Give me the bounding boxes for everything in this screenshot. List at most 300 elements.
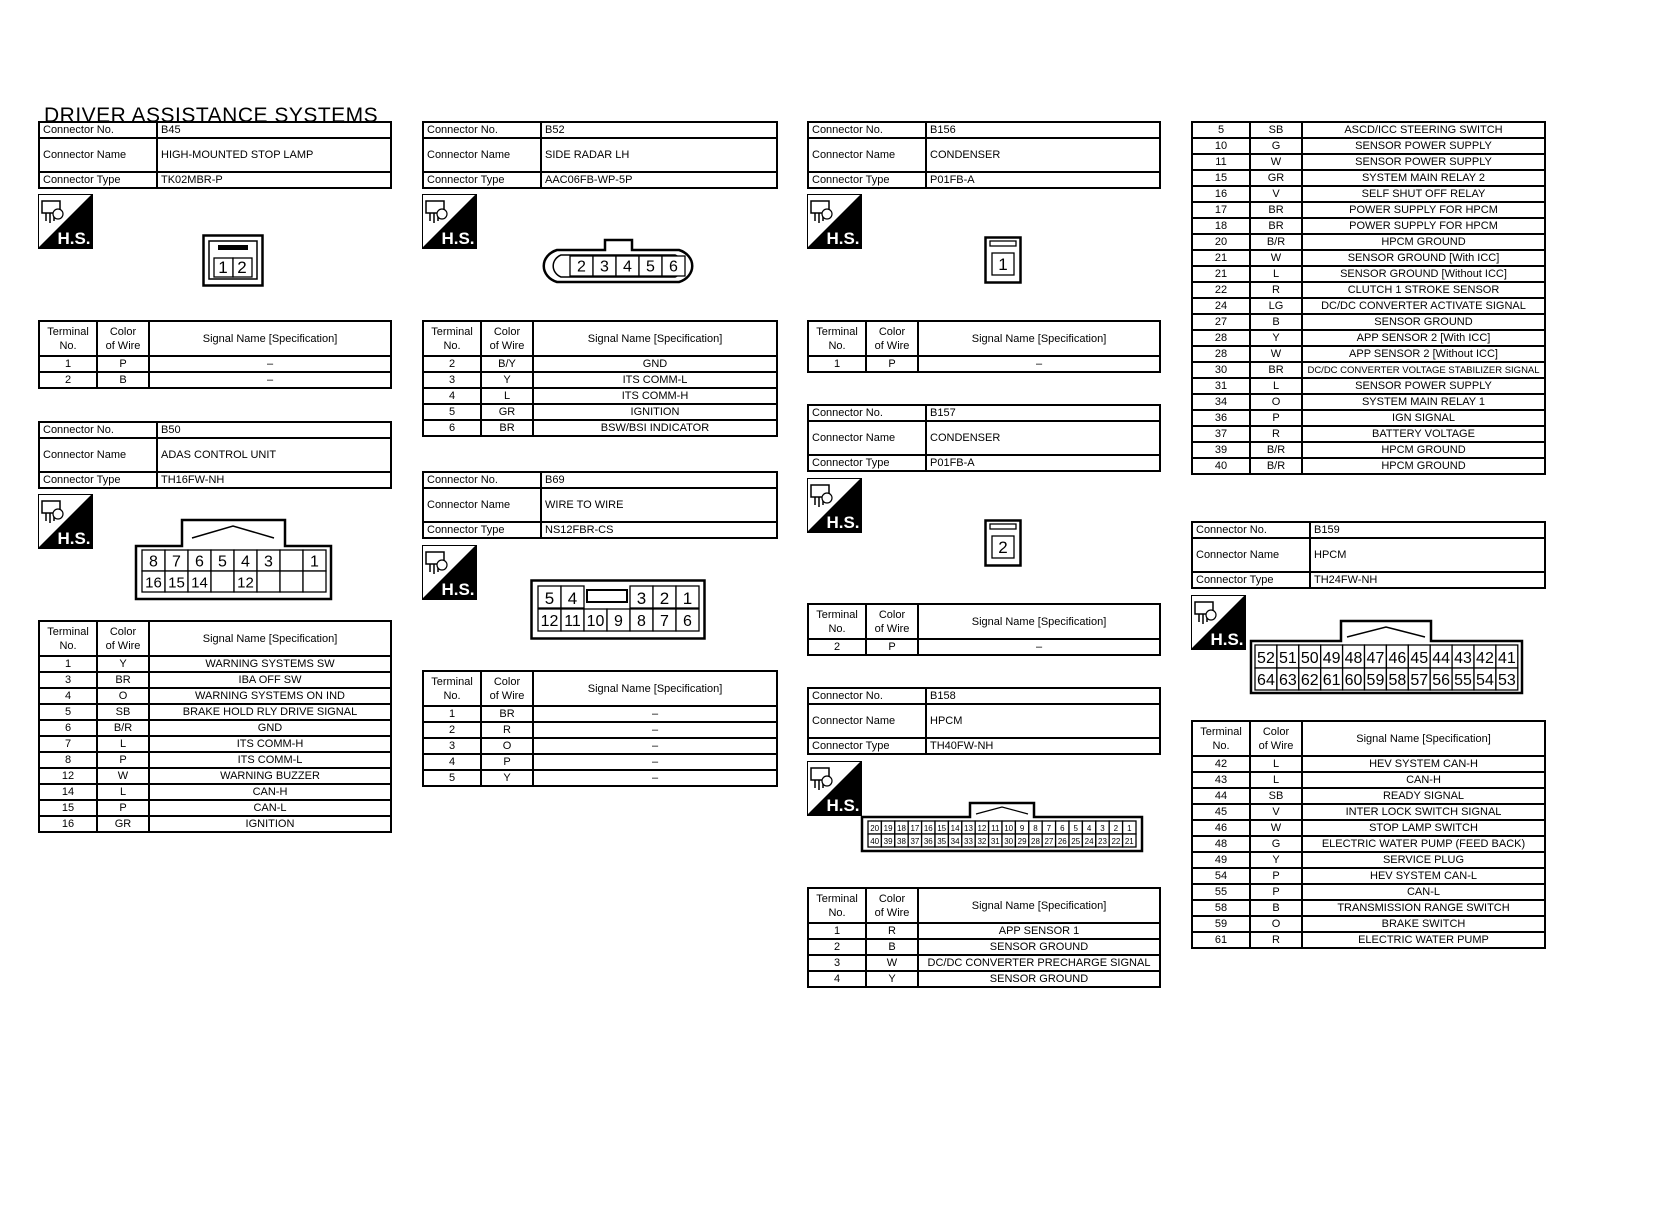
- signal-name-header: Signal Name [Specification]: [533, 321, 777, 356]
- terminal-no: 3: [423, 372, 481, 388]
- table-row: [1192, 868, 1545, 884]
- signal-name: POWER SUPPLY FOR HPCM: [1302, 218, 1545, 234]
- wire-color: V: [1250, 186, 1302, 202]
- pin-number: 31: [990, 837, 1000, 847]
- connector-face-b157: [984, 519, 1022, 567]
- terminal-no: 4: [39, 688, 97, 704]
- signal-name: ITS COMM-H: [533, 388, 777, 404]
- signal-name: ITS COMM-L: [149, 752, 391, 768]
- pin-number: 49: [1322, 649, 1341, 667]
- terminal-table-b158cont: [1191, 121, 1546, 475]
- harness-side-icon: [38, 194, 93, 249]
- pin-number: 15: [168, 574, 185, 592]
- table-row: [808, 939, 1160, 955]
- wire-color-header: [97, 621, 149, 656]
- wire-color: W: [1250, 346, 1302, 362]
- table-row: [1192, 314, 1545, 330]
- pin-number: 30: [1004, 837, 1014, 847]
- color-header-line2: of Wire: [874, 906, 910, 919]
- signal-name: DC/DC CONVERTER PRECHARGE SIGNAL: [918, 955, 1160, 971]
- terminal-no: 48: [1192, 836, 1250, 852]
- pin-number: 60: [1344, 672, 1363, 690]
- signal-name: CAN-L: [1302, 884, 1545, 900]
- terminal-no: 1: [39, 356, 97, 372]
- pin-number: 3: [264, 553, 273, 571]
- pin-number: 1: [998, 255, 1008, 275]
- terminal-header-line1: Terminal: [816, 608, 858, 621]
- wire-color: BR: [1250, 362, 1302, 378]
- terminal-no: 14: [39, 784, 97, 800]
- terminal-no: 22: [1192, 282, 1250, 298]
- terminal-no: 24: [1192, 298, 1250, 314]
- wire-color: W: [97, 768, 149, 784]
- pin-number: 5: [544, 589, 555, 608]
- hs-label: H.S.: [57, 229, 91, 248]
- table-row: [1192, 394, 1545, 410]
- terminal-no: 18: [1192, 218, 1250, 234]
- wire-color: P: [1250, 884, 1302, 900]
- table-row: [39, 656, 391, 672]
- connector-info-b157: [807, 404, 1161, 472]
- connector-type-label: Connector Type: [39, 472, 157, 488]
- wire-color-header: [866, 321, 918, 356]
- hs-label: H.S.: [57, 529, 91, 548]
- connector-info-b158: [807, 687, 1161, 755]
- connector-type-label: Connector Type: [808, 455, 926, 471]
- pin-number: 6: [195, 553, 204, 571]
- wire-color: L: [1250, 266, 1302, 282]
- terminal-no: 34: [1192, 394, 1250, 410]
- harness-side-icon: [807, 194, 862, 249]
- table-row: [423, 706, 777, 722]
- pin-number: 27: [1044, 837, 1054, 847]
- harness-side-icon: [422, 194, 477, 249]
- terminal-table-b157: [807, 603, 1161, 656]
- pin-number: 10: [1004, 824, 1014, 834]
- color-header-line2: of Wire: [1258, 739, 1294, 752]
- wire-color-header: [481, 321, 533, 356]
- wire-color: V: [1250, 804, 1302, 820]
- connector-no-label: Connector No.: [808, 122, 926, 138]
- connector-name-label: Connector Name: [808, 421, 926, 455]
- terminal-no: 5: [1192, 122, 1250, 138]
- pin-number: 48: [1344, 649, 1363, 667]
- pin-number: 51: [1278, 649, 1297, 667]
- signal-name: GND: [149, 720, 391, 736]
- table-row: [1192, 346, 1545, 362]
- connector-name-label: Connector Name: [39, 438, 157, 472]
- pin-number: 6: [1060, 824, 1065, 834]
- pin-number: 36: [923, 837, 933, 847]
- pin-number: 55: [1454, 672, 1472, 690]
- signal-name: SELF SHUT OFF RELAY: [1302, 186, 1545, 202]
- connector-face-b45: [202, 234, 264, 287]
- wire-color: G: [1250, 836, 1302, 852]
- connector-name-value: CONDENSER: [926, 421, 1160, 455]
- pin-cell: [303, 571, 326, 592]
- wire-color: B: [866, 939, 918, 955]
- wire-color-header: [866, 888, 918, 923]
- pin-number: 2: [1113, 824, 1119, 834]
- pin-number: 33: [964, 837, 973, 847]
- signal-name: HPCM GROUND: [1302, 458, 1545, 474]
- table-row: [1192, 170, 1545, 186]
- pin-number: 3: [636, 589, 647, 608]
- terminal-no-header: [39, 321, 97, 356]
- pin-number: 14: [191, 574, 208, 592]
- wire-color: L: [481, 388, 533, 404]
- terminal-header-line2: No.: [828, 622, 846, 635]
- pin-number: 21: [1124, 837, 1134, 847]
- pin-number: 34: [950, 837, 960, 847]
- signal-name: BATTERY VOLTAGE: [1302, 426, 1545, 442]
- connector-name-value: HPCM: [1310, 538, 1545, 572]
- table-row: [808, 955, 1160, 971]
- table-row: [1192, 330, 1545, 346]
- table-row: [1192, 900, 1545, 916]
- table-row: [39, 356, 391, 372]
- pin-number: 4: [241, 553, 250, 571]
- table-row: [39, 800, 391, 816]
- connector-type-label: Connector Type: [423, 522, 541, 538]
- harness-side-icon: [807, 761, 862, 816]
- terminal-no: 39: [1192, 442, 1250, 458]
- terminal-header-line2: No.: [828, 906, 846, 919]
- color-header-line2: of Wire: [489, 339, 525, 352]
- pin-number: 16: [145, 574, 162, 592]
- terminal-header-line1: Terminal: [431, 325, 473, 338]
- signal-name: IGNITION: [149, 816, 391, 832]
- pin-number: 7: [660, 613, 669, 631]
- terminal-no: 4: [423, 388, 481, 404]
- pin-number: 47: [1366, 649, 1385, 667]
- connector-name-value: ADAS CONTROL UNIT: [157, 438, 391, 472]
- terminal-no: 59: [1192, 916, 1250, 932]
- color-header-line2: of Wire: [874, 622, 910, 635]
- connector-type-value: TH16FW-NH: [157, 472, 391, 488]
- pin-number: 6: [683, 613, 692, 631]
- signal-name: WARNING BUZZER: [149, 768, 391, 784]
- connector-no-label: Connector No.: [423, 122, 541, 138]
- signal-name-header: Signal Name [Specification]: [918, 321, 1160, 356]
- connector-type-value: TH24FW-NH: [1310, 572, 1545, 588]
- wire-color: P: [481, 754, 533, 770]
- pin-number: 40: [870, 837, 880, 847]
- terminal-no: 3: [423, 738, 481, 754]
- connector-type-value: NS12FBR-CS: [541, 522, 777, 538]
- signal-name: STOP LAMP SWITCH: [1302, 820, 1545, 836]
- color-header-line1: Color: [109, 625, 137, 638]
- signal-name: IBA OFF SW: [149, 672, 391, 688]
- pin-number: 46: [1388, 649, 1407, 667]
- color-header-line1: Color: [878, 325, 906, 338]
- signal-name: HEV SYSTEM CAN-L: [1302, 868, 1545, 884]
- harness-side-icon: [807, 478, 862, 533]
- table-row: [808, 923, 1160, 939]
- wire-color: L: [1250, 378, 1302, 394]
- wire-color: L: [1250, 772, 1302, 788]
- document-title: DRIVER ASSISTANCE SYSTEMS: [44, 104, 379, 127]
- signal-name: SENSOR POWER SUPPLY: [1302, 138, 1545, 154]
- pin-number: 9: [1019, 824, 1025, 834]
- terminal-no: 2: [39, 372, 97, 388]
- pin-number: 53: [1497, 672, 1516, 690]
- wire-color: B: [1250, 314, 1302, 330]
- signal-name: BRAKE SWITCH: [1302, 916, 1545, 932]
- pin-number: 22: [1111, 837, 1121, 847]
- table-row: [39, 768, 391, 784]
- connector-no-label: Connector No.: [423, 472, 541, 488]
- connector-face-b69: [530, 579, 706, 640]
- terminal-no: 17: [1192, 202, 1250, 218]
- table-row: [39, 688, 391, 704]
- terminal-no-header: [1192, 721, 1250, 756]
- wire-color: GR: [1250, 170, 1302, 186]
- pin-cell: [280, 550, 303, 571]
- connector-type-label: Connector Type: [423, 172, 541, 188]
- table-row: [1192, 916, 1545, 932]
- signal-name: –: [149, 372, 391, 388]
- signal-name: POWER SUPPLY FOR HPCM: [1302, 202, 1545, 218]
- color-header-line1: Color: [109, 325, 137, 338]
- color-header-line2: of Wire: [874, 339, 910, 352]
- table-row: [1192, 788, 1545, 804]
- table-row: [1192, 820, 1545, 836]
- terminal-no-header: [423, 321, 481, 356]
- signal-name: –: [149, 356, 391, 372]
- signal-name: GND: [533, 356, 777, 372]
- hs-label: H.S.: [826, 229, 860, 248]
- connector-type-value: TK02MBR-P: [157, 172, 391, 188]
- harness-side-icon: [38, 494, 93, 549]
- pin-number: 41: [1497, 649, 1516, 667]
- wire-color: Y: [481, 770, 533, 786]
- table-row: [1192, 266, 1545, 282]
- table-row: [1192, 442, 1545, 458]
- connector-no-value: B50: [157, 422, 391, 438]
- terminal-no: 5: [423, 770, 481, 786]
- terminal-header-line2: No.: [443, 339, 461, 352]
- wire-color-header: [481, 671, 533, 706]
- table-row: [1192, 378, 1545, 394]
- signal-name: WARNING SYSTEMS SW: [149, 656, 391, 672]
- pin-number: 5: [646, 258, 655, 276]
- terminal-no: 16: [39, 816, 97, 832]
- pin-number: 54: [1476, 672, 1494, 690]
- wire-color: BR: [481, 420, 533, 436]
- pin-number: 11: [991, 824, 1000, 834]
- connector-no-value: B158: [926, 688, 1160, 704]
- pin-number: 5: [218, 553, 227, 571]
- connector-no-label: Connector No.: [39, 122, 157, 138]
- terminal-no: 30: [1192, 362, 1250, 378]
- table-row: [1192, 154, 1545, 170]
- connector-face-b159: [1249, 619, 1524, 695]
- signal-name: –: [533, 770, 777, 786]
- pin-number: 62: [1300, 672, 1319, 690]
- terminal-header-line1: Terminal: [816, 325, 858, 338]
- terminal-header-line2: No.: [1212, 739, 1230, 752]
- wire-color: BR: [1250, 202, 1302, 218]
- connector-no-value: B157: [926, 405, 1160, 421]
- signal-name: SENSOR POWER SUPPLY: [1302, 154, 1545, 170]
- pin-number: 10: [586, 613, 605, 631]
- table-row: [1192, 186, 1545, 202]
- signal-name: BSW/BSI INDICATOR: [533, 420, 777, 436]
- terminal-table-b69: [422, 670, 778, 787]
- pin-number: 5: [1073, 824, 1078, 834]
- pin-number: 2: [659, 589, 670, 608]
- pin-number: 1: [310, 553, 319, 571]
- wire-color: R: [1250, 932, 1302, 948]
- wire-color: BR: [481, 706, 533, 722]
- signal-name: APP SENSOR 2 [With ICC]: [1302, 330, 1545, 346]
- connector-no-label: Connector No.: [808, 688, 926, 704]
- signal-name: READY SIGNAL: [1302, 788, 1545, 804]
- hs-label: H.S.: [441, 580, 475, 599]
- pin-cell: [257, 571, 280, 592]
- connector-name-label: Connector Name: [808, 704, 926, 738]
- table-row: [39, 816, 391, 832]
- hs-label: H.S.: [1210, 630, 1244, 649]
- pin-cell: [211, 571, 234, 592]
- pin-number: 3: [600, 258, 609, 276]
- connector-name-label: Connector Name: [1192, 538, 1310, 572]
- pin-number: 15: [937, 824, 947, 834]
- wire-color: B/R: [1250, 442, 1302, 458]
- pin-number: 38: [897, 837, 906, 847]
- signal-name: ITS COMM-H: [149, 736, 391, 752]
- table-row: [423, 356, 777, 372]
- pin-number: 25: [1071, 837, 1081, 847]
- wire-color: LG: [1250, 298, 1302, 314]
- connector-name-label: Connector Name: [423, 138, 541, 172]
- wire-color: B: [97, 372, 149, 388]
- pin-number: 43: [1454, 649, 1472, 667]
- signal-name-header: Signal Name [Specification]: [918, 604, 1160, 639]
- signal-name: HEV SYSTEM CAN-H: [1302, 756, 1545, 772]
- table-row: [423, 770, 777, 786]
- terminal-no: 61: [1192, 932, 1250, 948]
- color-header-line1: Color: [493, 675, 521, 688]
- table-row: [1192, 772, 1545, 788]
- pin-number: 20: [870, 824, 880, 834]
- table-row: [1192, 250, 1545, 266]
- terminal-no: 1: [423, 706, 481, 722]
- signal-name: SENSOR GROUND: [918, 939, 1160, 955]
- pin-number: 42: [1476, 649, 1494, 667]
- connector-type-label: Connector Type: [808, 738, 926, 754]
- connector-name-value: WIRE TO WIRE: [541, 488, 777, 522]
- signal-name: ASCD/ICC STEERING SWITCH: [1302, 122, 1545, 138]
- signal-name: SENSOR GROUND [Without ICC]: [1302, 266, 1545, 282]
- signal-name: –: [918, 639, 1160, 655]
- connector-no-label: Connector No.: [808, 405, 926, 421]
- connector-info-b156: [807, 121, 1161, 189]
- wire-color: Y: [481, 372, 533, 388]
- table-row: [423, 404, 777, 420]
- signal-name: CAN-L: [149, 800, 391, 816]
- signal-name: CLUTCH 1 STROKE SENSOR: [1302, 282, 1545, 298]
- pin-number: 12: [237, 574, 254, 592]
- table-row: [808, 356, 1160, 372]
- harness-side-icon: [422, 545, 477, 600]
- wire-color: B/R: [1250, 458, 1302, 474]
- table-row: [1192, 410, 1545, 426]
- pin-number: 45: [1410, 649, 1429, 667]
- connector-info-b45: [38, 121, 392, 189]
- signal-name: SENSOR POWER SUPPLY: [1302, 378, 1545, 394]
- terminal-no: 6: [39, 720, 97, 736]
- table-row: [39, 372, 391, 388]
- terminal-no: 4: [808, 971, 866, 987]
- terminal-header-line2: No.: [59, 339, 77, 352]
- signal-name: ELECTRIC WATER PUMP (FEED BACK): [1302, 836, 1545, 852]
- color-header-line2: of Wire: [105, 639, 141, 652]
- terminal-no: 2: [423, 356, 481, 372]
- terminal-header-line1: Terminal: [47, 325, 89, 338]
- wire-color: P: [97, 752, 149, 768]
- pin-number: 7: [1046, 824, 1052, 834]
- wire-color: R: [1250, 426, 1302, 442]
- pin-number: 13: [964, 824, 973, 834]
- signal-name-header: Signal Name [Specification]: [533, 671, 777, 706]
- signal-name: APP SENSOR 2 [Without ICC]: [1302, 346, 1545, 362]
- wire-color: W: [866, 955, 918, 971]
- pin-number: 37: [910, 837, 920, 847]
- terminal-no: 28: [1192, 346, 1250, 362]
- terminal-no: 27: [1192, 314, 1250, 330]
- terminal-no: 3: [39, 672, 97, 688]
- wire-color: BR: [1250, 218, 1302, 234]
- terminal-no: 28: [1192, 330, 1250, 346]
- terminal-no: 15: [39, 800, 97, 816]
- pin-number: 2: [998, 538, 1008, 558]
- signal-name: HPCM GROUND: [1302, 442, 1545, 458]
- pin-number: 23: [1098, 837, 1107, 847]
- signal-name: SERVICE PLUG: [1302, 852, 1545, 868]
- table-row: [808, 971, 1160, 987]
- terminal-no: 2: [423, 722, 481, 738]
- terminal-table-b158: [807, 887, 1161, 988]
- connector-face-b50: [134, 518, 333, 601]
- terminal-no-header: [423, 671, 481, 706]
- terminal-no-header: [808, 321, 866, 356]
- table-row: [39, 720, 391, 736]
- terminal-no: 5: [39, 704, 97, 720]
- wire-color: W: [1250, 154, 1302, 170]
- terminal-no: 16: [1192, 186, 1250, 202]
- connector-type-value: TH40FW-NH: [926, 738, 1160, 754]
- connector-face-b158: [860, 801, 1144, 853]
- pin-number: 14: [950, 824, 960, 834]
- pin-number: 16: [923, 824, 933, 834]
- table-row: [1192, 138, 1545, 154]
- pin-number: 17: [910, 824, 920, 834]
- wire-color: O: [1250, 916, 1302, 932]
- signal-name: TRANSMISSION RANGE SWITCH: [1302, 900, 1545, 916]
- wire-color: W: [1250, 250, 1302, 266]
- terminal-table-b45: [38, 320, 392, 389]
- wire-color: O: [1250, 394, 1302, 410]
- terminal-table-b50: [38, 620, 392, 833]
- terminal-no: 1: [39, 656, 97, 672]
- table-row: [39, 704, 391, 720]
- terminal-no-header: [39, 621, 97, 656]
- pin-number: 1: [1127, 824, 1132, 834]
- connector-no-value: B156: [926, 122, 1160, 138]
- pin-number: 4: [623, 258, 632, 276]
